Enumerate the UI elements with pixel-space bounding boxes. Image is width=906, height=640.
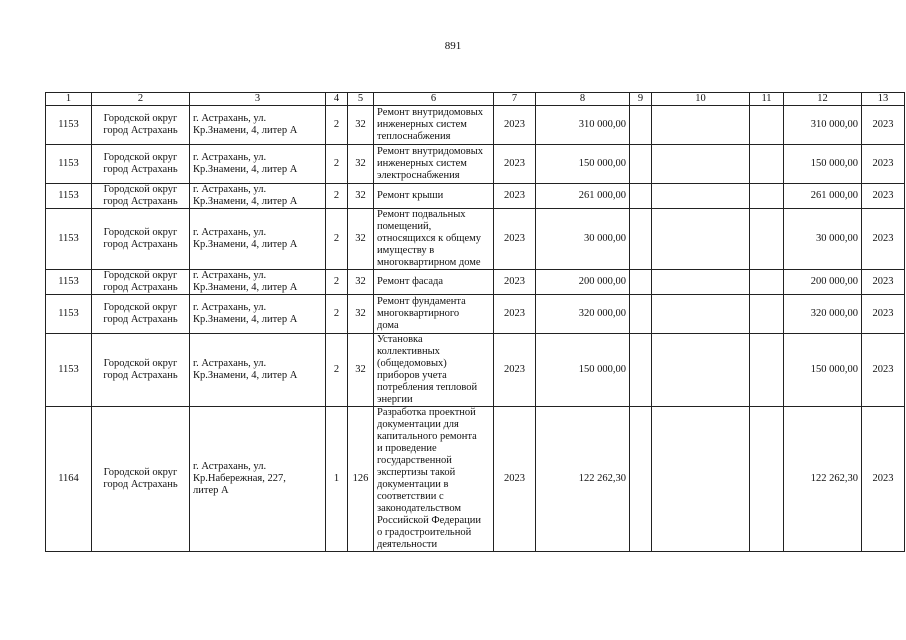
work-type-cell: Ремонт фундамента многоквартирного дома (374, 295, 494, 334)
year-cell: 2023 (494, 270, 536, 295)
column-header: 10 (652, 93, 750, 106)
amount-cell: 310 000,00 (784, 106, 862, 145)
cell-col10 (652, 184, 750, 209)
cell-col5: 32 (348, 295, 374, 334)
municipality-cell: Городской округ город Астрахань (92, 184, 190, 209)
row-id-cell: 1153 (46, 295, 92, 334)
cell-col5: 32 (348, 106, 374, 145)
amount-cell: 200 000,00 (536, 270, 630, 295)
cell-col9 (630, 295, 652, 334)
cell-col9 (630, 407, 652, 552)
municipality-cell: Городской округ город Астрахань (92, 145, 190, 184)
work-type-cell: Разработка проектной документации для капитального ремонта и проведение государственной экспертизы такой документации в соответствии с законодательством Российской Федерации о градостроительной деятельности (374, 407, 494, 552)
amount-cell: 30 000,00 (536, 209, 630, 270)
cell-col11 (750, 295, 784, 334)
cell-col4: 1 (326, 407, 348, 552)
cell-col11 (750, 270, 784, 295)
cell-col5: 32 (348, 209, 374, 270)
year-cell: 2023 (862, 184, 905, 209)
cell-col4: 2 (326, 209, 348, 270)
amount-cell: 150 000,00 (536, 145, 630, 184)
cell-col11 (750, 209, 784, 270)
municipality-cell: Городской округ город Астрахань (92, 334, 190, 407)
row-id-cell: 1153 (46, 209, 92, 270)
municipality-cell: Городской округ город Астрахань (92, 407, 190, 552)
amount-cell: 122 262,30 (784, 407, 862, 552)
table-row (46, 106, 905, 145)
cell-col10 (652, 334, 750, 407)
work-type-cell: Ремонт внутридомовых инженерных систем теплоснабжения (374, 106, 494, 145)
cell-col4: 2 (326, 145, 348, 184)
year-cell: 2023 (862, 106, 905, 145)
cell-col4: 2 (326, 295, 348, 334)
cell-col11 (750, 407, 784, 552)
cell-col9 (630, 184, 652, 209)
cell-col9 (630, 209, 652, 270)
amount-cell: 200 000,00 (784, 270, 862, 295)
program-table (45, 92, 905, 552)
column-header: 11 (750, 93, 784, 106)
cell-col5: 32 (348, 184, 374, 209)
cell-col5: 32 (348, 270, 374, 295)
cell-col10 (652, 145, 750, 184)
cell-col9 (630, 334, 652, 407)
cell-col4: 2 (326, 270, 348, 295)
column-number-row (46, 93, 905, 106)
amount-cell: 122 262,30 (536, 407, 630, 552)
amount-cell: 320 000,00 (784, 295, 862, 334)
column-header: 1 (46, 93, 92, 106)
address-cell: г. Астрахань, ул. Кр.Знамени, 4, литер А (190, 334, 326, 407)
column-header: 4 (326, 93, 348, 106)
cell-col4: 2 (326, 106, 348, 145)
cell-col10 (652, 270, 750, 295)
year-cell: 2023 (494, 184, 536, 209)
year-cell: 2023 (494, 295, 536, 334)
cell-col10 (652, 209, 750, 270)
address-cell: г. Астрахань, ул. Кр.Знамени, 4, литер А (190, 270, 326, 295)
table-row (46, 270, 905, 295)
row-id-cell: 1153 (46, 145, 92, 184)
work-type-cell: Ремонт подвальных помещений, относящихся к общему имуществу в многоквартирном доме (374, 209, 494, 270)
municipality-cell: Городской округ город Астрахань (92, 209, 190, 270)
cell-col11 (750, 106, 784, 145)
column-header: 6 (374, 93, 494, 106)
column-header: 7 (494, 93, 536, 106)
row-id-cell: 1153 (46, 184, 92, 209)
column-header: 13 (862, 93, 905, 106)
cell-col10 (652, 106, 750, 145)
work-type-cell: Ремонт крыши (374, 184, 494, 209)
year-cell: 2023 (494, 209, 536, 270)
amount-cell: 150 000,00 (784, 145, 862, 184)
row-id-cell: 1153 (46, 334, 92, 407)
amount-cell: 310 000,00 (536, 106, 630, 145)
column-header: 5 (348, 93, 374, 106)
column-header: 2 (92, 93, 190, 106)
cell-col9 (630, 106, 652, 145)
year-cell: 2023 (862, 145, 905, 184)
address-cell: г. Астрахань, ул. Кр.Знамени, 4, литер А (190, 106, 326, 145)
work-type-cell: Ремонт фасада (374, 270, 494, 295)
table-row (46, 295, 905, 334)
year-cell: 2023 (862, 334, 905, 407)
year-cell: 2023 (494, 334, 536, 407)
amount-cell: 261 000,00 (536, 184, 630, 209)
year-cell: 2023 (862, 270, 905, 295)
address-cell: г. Астрахань, ул. Кр.Знамени, 4, литер А (190, 209, 326, 270)
column-header: 9 (630, 93, 652, 106)
amount-cell: 261 000,00 (784, 184, 862, 209)
table-row (46, 145, 905, 184)
column-header: 12 (784, 93, 862, 106)
table-row (46, 209, 905, 270)
row-id-cell: 1164 (46, 407, 92, 552)
year-cell: 2023 (862, 209, 905, 270)
year-cell: 2023 (494, 407, 536, 552)
column-header: 8 (536, 93, 630, 106)
work-type-cell: Ремонт внутридомовых инженерных систем электроснабжения (374, 145, 494, 184)
cell-col10 (652, 407, 750, 552)
amount-cell: 150 000,00 (536, 334, 630, 407)
year-cell: 2023 (862, 407, 905, 552)
municipality-cell: Городской округ город Астрахань (92, 295, 190, 334)
address-cell: г. Астрахань, ул. Кр.Знамени, 4, литер А (190, 184, 326, 209)
row-id-cell: 1153 (46, 106, 92, 145)
year-cell: 2023 (494, 106, 536, 145)
cell-col9 (630, 270, 652, 295)
cell-col5: 32 (348, 145, 374, 184)
column-header: 3 (190, 93, 326, 106)
address-cell: г. Астрахань, ул. Кр.Набережная, 227, литер А (190, 407, 326, 552)
cell-col4: 2 (326, 184, 348, 209)
cell-col11 (750, 184, 784, 209)
work-type-cell: Установка коллективных (общедомовых) приборов учета потребления тепловой энергии (374, 334, 494, 407)
address-cell: г. Астрахань, ул. Кр.Знамени, 4, литер А (190, 295, 326, 334)
cell-col5: 32 (348, 334, 374, 407)
cell-col11 (750, 334, 784, 407)
municipality-cell: Городской округ город Астрахань (92, 270, 190, 295)
table-row (46, 407, 905, 552)
table-row (46, 184, 905, 209)
address-cell: г. Астрахань, ул. Кр.Знамени, 4, литер А (190, 145, 326, 184)
cell-col11 (750, 145, 784, 184)
year-cell: 2023 (494, 145, 536, 184)
amount-cell: 320 000,00 (536, 295, 630, 334)
page-number: 891 (444, 40, 462, 52)
year-cell: 2023 (862, 295, 905, 334)
cell-col9 (630, 145, 652, 184)
table-row (46, 334, 905, 407)
cell-col5: 126 (348, 407, 374, 552)
municipality-cell: Городской округ город Астрахань (92, 106, 190, 145)
amount-cell: 150 000,00 (784, 334, 862, 407)
cell-col4: 2 (326, 334, 348, 407)
row-id-cell: 1153 (46, 270, 92, 295)
amount-cell: 30 000,00 (784, 209, 862, 270)
cell-col10 (652, 295, 750, 334)
